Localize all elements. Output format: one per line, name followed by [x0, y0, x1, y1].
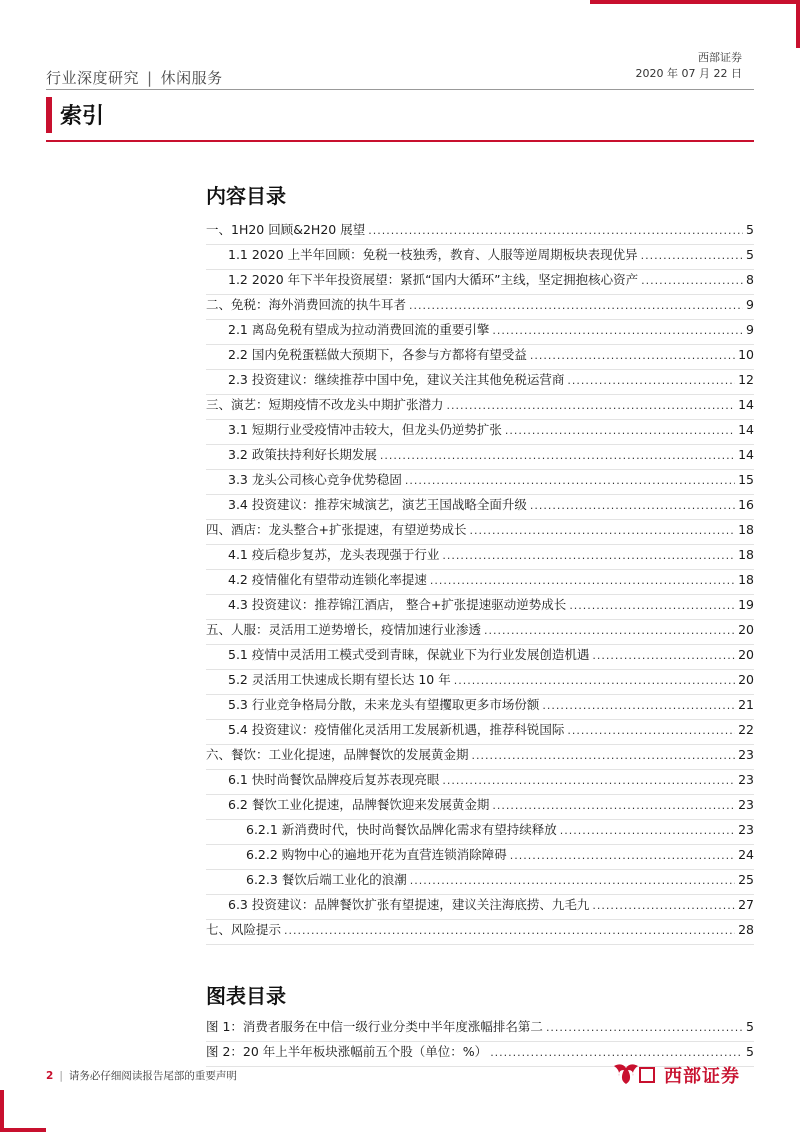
dot-leader: [530, 349, 735, 362]
entry-page-number: 5: [746, 247, 754, 262]
dot-leader: [567, 374, 735, 387]
toc-entry[interactable]: [206, 720, 754, 745]
entry-label: 4.2 疫情催化有望带动连锁化率提速: [228, 572, 427, 587]
toc-entry[interactable]: [206, 670, 754, 695]
entry-label: 6.2.1 新消费时代，快时尚餐饮品牌化需求有望持续释放: [246, 822, 557, 837]
entry-page-number: 14: [738, 397, 754, 412]
entry-page-number: 16: [738, 497, 754, 512]
section-marker: [46, 97, 52, 133]
entry-label: 6.2.2 购物中心的遍地开花为直营连锁消除障碍: [246, 847, 507, 862]
entry-page-number: 9: [746, 322, 754, 337]
dot-leader: [505, 424, 735, 437]
dot-leader: [492, 324, 743, 337]
table-of-contents: [206, 220, 754, 945]
header-divider: [46, 89, 754, 90]
entry-page-number: 10: [738, 347, 754, 362]
entry-page-number: 14: [738, 422, 754, 437]
dot-leader: [469, 524, 735, 537]
toc-title: 内容目录: [206, 184, 286, 208]
figures-title: 图表目录: [206, 984, 286, 1008]
toc-entry[interactable]: [206, 745, 754, 770]
dot-leader: [592, 899, 735, 912]
entry-page-number: 9: [746, 297, 754, 312]
dot-leader: [454, 674, 735, 687]
page-number: 2: [46, 1070, 54, 1082]
toc-entry[interactable]: [206, 695, 754, 720]
entry-page-number: 18: [738, 572, 754, 587]
toc-entry[interactable]: [206, 495, 754, 520]
entry-page-number: 12: [738, 372, 754, 387]
report-date: 2020 年 07 月 22 日: [635, 67, 742, 80]
entry-label: 1.2 2020 年下半年投资展望：紧抓“国内大循环”主线，坚定拥抱核心资产: [228, 272, 639, 287]
header-separator: |: [147, 69, 153, 87]
toc-entry[interactable]: [206, 520, 754, 545]
dot-leader: [447, 399, 736, 412]
report-sector: 休闲服务: [160, 69, 223, 87]
toc-entry[interactable]: [206, 645, 754, 670]
entry-label: 6.2.3 餐饮后端工业化的浪潮: [246, 872, 407, 887]
toc-entry[interactable]: [206, 570, 754, 595]
entry-label: 2.2 国内免税蛋糕做大预期下，各参与方都将有望受益: [228, 347, 527, 362]
entry-label: 6.3 投资建议：品牌餐饮扩张有望提速，建议关注海底捞、九毛九: [228, 897, 590, 912]
entry-page-number: 20: [738, 622, 754, 637]
entry-page-number: 24: [738, 847, 754, 862]
dot-leader: [405, 474, 735, 487]
toc-entry[interactable]: [206, 345, 754, 370]
entry-label: 6.1 快时尚餐饮品牌疫后复苏表现亮眼: [228, 772, 440, 787]
toc-entry[interactable]: [206, 370, 754, 395]
entry-page-number: 18: [738, 547, 754, 562]
corner-decoration-top-vertical: [796, 0, 800, 48]
dot-leader: [442, 549, 735, 562]
toc-entry[interactable]: [206, 270, 754, 295]
figure-entry[interactable]: [206, 1017, 754, 1042]
dot-leader: [490, 1046, 743, 1059]
report-meta: [636, 50, 742, 82]
figure-list: [206, 1017, 754, 1067]
dot-leader: [380, 449, 735, 462]
entry-label: 5.1 疫情中灵活用工模式受到青睐，保就业下为行业发展创造机遇: [228, 647, 590, 662]
footer: [46, 1068, 237, 1083]
entry-label: 六、餐饮：工业化提速，品牌餐饮的发展黄金期: [206, 747, 469, 762]
entry-page-number: 23: [738, 797, 754, 812]
dot-leader: [484, 624, 735, 637]
entry-label: 3.2 政策扶持利好长期发展: [228, 447, 377, 462]
toc-entry[interactable]: [206, 320, 754, 345]
entry-label: 4.3 投资建议：推荐锦江酒店， 整合+扩张提速驱动逆势成长: [228, 597, 567, 612]
entry-label: 5.4 投资建议：疫情催化灵活用工发展新机遇，推荐科锐国际: [228, 722, 565, 737]
entry-label: 图 2：20 年上半年板块涨幅前五个股（单位：%）: [206, 1044, 488, 1059]
corner-decoration-bottom: [0, 1128, 46, 1132]
corner-decoration-bottom-vertical: [0, 1090, 4, 1132]
toc-entry[interactable]: [206, 770, 754, 795]
dot-leader: [368, 224, 743, 237]
entry-label: 4.1 疫后稳步复苏，龙头表现强于行业: [228, 547, 440, 562]
dot-leader: [560, 824, 735, 837]
entry-label: 五、人服：灵活用工逆势增长，疫情加速行业渗透: [206, 622, 482, 637]
corner-decoration-top: [590, 0, 800, 4]
entry-label: 七、风险提示: [206, 922, 282, 937]
western-logo-icon: [610, 1062, 656, 1088]
toc-entry[interactable]: [206, 295, 754, 320]
report-category-header: [46, 67, 223, 88]
entry-label: 3.4 投资建议：推荐宋城演艺，演艺王国战略全面升级: [228, 497, 527, 512]
entry-page-number: 15: [738, 472, 754, 487]
entry-label: 5.3 行业竞争格局分散，未来龙头有望攫取更多市场份额: [228, 697, 540, 712]
section-title: 索引: [60, 104, 105, 129]
company-name: 西部证券: [698, 51, 742, 64]
dot-leader: [510, 849, 735, 862]
dot-leader: [567, 724, 735, 737]
toc-entry[interactable]: [206, 245, 754, 270]
entry-page-number: 23: [738, 772, 754, 787]
entry-label: 一、1H20 回顾&2H20 展望: [206, 222, 366, 237]
entry-label: 图 1：消费者服务在中信一级行业分类中半年度涨幅排名第二: [206, 1019, 543, 1034]
toc-entry[interactable]: [206, 545, 754, 570]
entry-page-number: 25: [738, 872, 754, 887]
entry-label: 5.2 灵活用工快速成长期有望长达 10 年: [228, 672, 451, 687]
toc-entry[interactable]: [206, 895, 754, 920]
entry-page-number: 22: [738, 722, 754, 737]
dot-leader: [430, 574, 735, 587]
dot-leader: [546, 1021, 743, 1034]
toc-entry[interactable]: [206, 470, 754, 495]
toc-entry[interactable]: [206, 595, 754, 620]
entry-page-number: 18: [738, 522, 754, 537]
report-category: 行业深度研究: [46, 69, 140, 87]
entry-label: 3.3 龙头公司核心竞争优势稳固: [228, 472, 402, 487]
logo-text: 西部证券: [664, 1066, 740, 1087]
entry-page-number: 20: [738, 672, 754, 687]
dot-leader: [442, 774, 735, 787]
entry-label: 二、免税：海外消费回流的执牛耳者: [206, 297, 407, 312]
dot-leader: [641, 249, 743, 262]
entry-page-number: 8: [746, 272, 754, 287]
dot-leader: [409, 299, 743, 312]
toc-entry[interactable]: [206, 870, 754, 895]
toc-entry[interactable]: [206, 845, 754, 870]
entry-page-number: 5: [746, 222, 754, 237]
toc-entry[interactable]: [206, 820, 754, 845]
toc-entry[interactable]: [206, 795, 754, 820]
toc-entry[interactable]: [206, 420, 754, 445]
entry-page-number: 21: [738, 697, 754, 712]
footer-separator: |: [59, 1070, 63, 1082]
entry-page-number: 19: [738, 597, 754, 612]
entry-label: 3.1 短期行业受疫情冲击较大，但龙头仍逆势扩张: [228, 422, 502, 437]
entry-page-number: 27: [738, 897, 754, 912]
entry-page-number: 23: [738, 822, 754, 837]
toc-entry[interactable]: [206, 620, 754, 645]
disclaimer-text: 请务必仔细阅读报告尾部的重要声明: [68, 1070, 237, 1082]
entry-page-number: 20: [738, 647, 754, 662]
entry-page-number: 5: [746, 1044, 754, 1059]
entry-page-number: 5: [746, 1019, 754, 1034]
dot-leader: [569, 599, 735, 612]
dot-leader: [592, 649, 735, 662]
entry-label: 三、演艺：短期疫情不改龙头中期扩张潜力: [206, 397, 444, 412]
dot-leader: [542, 699, 735, 712]
section-divider: [46, 140, 754, 142]
toc-entry[interactable]: [206, 920, 754, 945]
entry-label: 6.2 餐饮工业化提速，品牌餐饮迎来发展黄金期: [228, 797, 490, 812]
dot-leader: [410, 874, 735, 887]
entry-page-number: 28: [738, 922, 754, 937]
entry-label: 1.1 2020 上半年回顾：免税一枝独秀，教育、人服等逆周期板块表现优异: [228, 247, 638, 262]
entry-label: 2.1 离岛免税有望成为拉动消费回流的重要引擎: [228, 322, 490, 337]
dot-leader: [641, 274, 743, 287]
entry-page-number: 23: [738, 747, 754, 762]
entry-label: 2.3 投资建议：继续推荐中国中免，建议关注其他免税运营商: [228, 372, 565, 387]
dot-leader: [530, 499, 735, 512]
dot-leader: [492, 799, 735, 812]
entry-page-number: 14: [738, 447, 754, 462]
toc-entry[interactable]: [206, 220, 754, 245]
dot-leader: [472, 749, 736, 762]
entry-label: 四、酒店：龙头整合+扩张提速，有望逆势成长: [206, 522, 467, 537]
dot-leader: [284, 924, 735, 937]
toc-entry[interactable]: [206, 445, 754, 470]
toc-entry[interactable]: [206, 395, 754, 420]
company-logo: [610, 1062, 740, 1088]
